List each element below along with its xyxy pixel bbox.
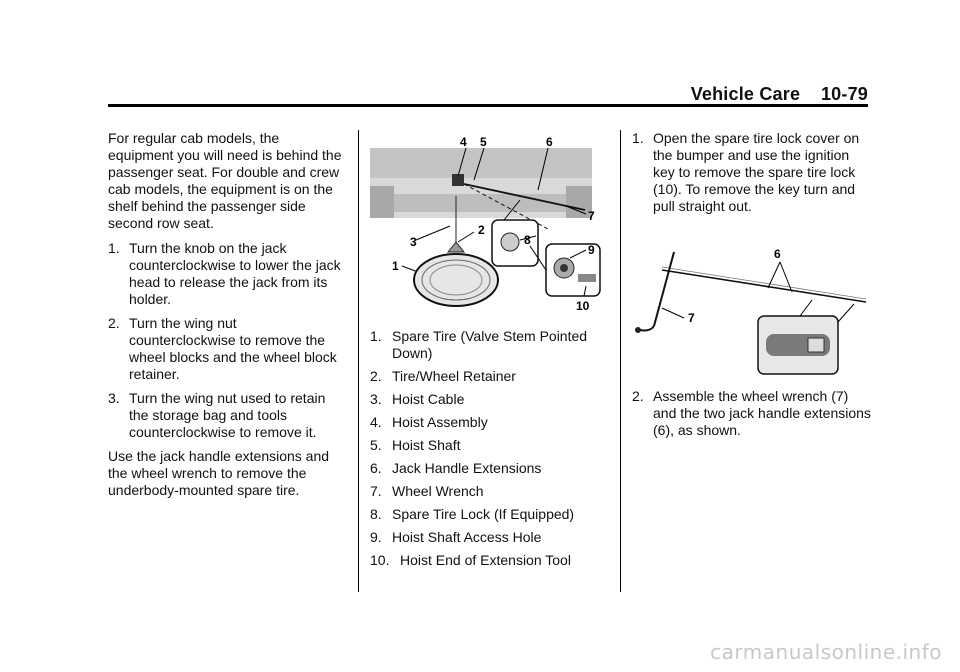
legend-text: Hoist End of Extension Tool: [400, 552, 571, 568]
column-right-lower: [632, 388, 872, 446]
legend-text: Hoist Cable: [392, 391, 465, 407]
legend-item: [370, 328, 610, 362]
step-number: 3.: [108, 390, 120, 406]
legend-number: 3.: [370, 391, 382, 407]
intro-paragraph: For regular cab models, the equipment you will need is behind the passenger seat. For double and crew cab models, the equipment is on the shelf behind the passenger side second row seat.: [108, 130, 342, 231]
column-divider: [358, 130, 359, 592]
legend-number: 6.: [370, 460, 382, 476]
legend-text: Tire/Wheel Retainer: [392, 368, 516, 384]
header-rule: [108, 104, 868, 107]
legend-text: Spare Tire Lock (If Equipped): [392, 506, 575, 522]
step-2: [108, 315, 344, 383]
step-number: 1.: [108, 240, 120, 256]
callout-2: 2: [478, 223, 485, 237]
callout-10: 10: [576, 299, 590, 313]
legend-text: Wheel Wrench: [392, 483, 484, 499]
step-2-right: [632, 388, 872, 439]
legend-number: 4.: [370, 414, 382, 430]
legend-number: 10.: [370, 552, 390, 568]
legend-number: 5.: [370, 437, 382, 453]
column-middle-legend: [370, 328, 610, 575]
legend-number: 7.: [370, 483, 382, 499]
callout-7: 7: [688, 311, 695, 325]
legend-item: [370, 437, 610, 454]
step-text: Turn the wing nut counterclockwise to remove the wheel blocks and the wheel block retainer.: [129, 315, 337, 382]
legend-text: Hoist Shaft Access Hole: [392, 529, 542, 545]
figure-legend: [370, 328, 610, 569]
step-number: 2.: [632, 388, 644, 404]
column-right: [632, 130, 872, 222]
legend-item: [370, 529, 610, 546]
legend-item: [370, 368, 610, 385]
legend-text: Hoist Shaft: [392, 437, 461, 453]
legend-item: [370, 391, 610, 408]
legend-text: Jack Handle Extensions: [392, 460, 542, 476]
closing-paragraph: Use the jack handle extensions and the wheel wrench to remove the underbody-mounted spare tire.: [108, 448, 330, 498]
callout-6: 6: [774, 247, 781, 261]
step-1: [108, 240, 344, 308]
step-text: Assemble the wheel wrench (7) and the two jack handle extensions (6), as shown.: [653, 388, 871, 438]
callout-7: 7: [588, 209, 595, 223]
legend-item: [370, 483, 610, 500]
legend-item: [370, 552, 610, 569]
step-text: Turn the knob on the jack counterclockwise to lower the jack head to release the jack from its holder.: [129, 240, 341, 307]
column-divider: [620, 130, 621, 592]
callout-1: 1: [392, 259, 399, 273]
wrench-assembly-diagram: [632, 242, 868, 378]
callout-4: 4: [460, 135, 467, 149]
step-number: 1.: [632, 130, 644, 146]
legend-number: 8.: [370, 506, 382, 522]
step-text: Turn the wing nut used to retain the storage bag and tools counterclockwise to remove it.: [129, 390, 326, 440]
callout-5: 5: [480, 135, 487, 149]
legend-number: 2.: [370, 368, 382, 384]
step-number: 2.: [108, 315, 120, 331]
callout-6: 6: [546, 135, 553, 149]
callout-9: 9: [588, 243, 595, 257]
step-text: Open the spare tire lock cover on the bumper and use the ignition key to remove the spare tire lock (10). To remove the key turn and pull straight out.: [653, 130, 860, 214]
legend-text: Spare Tire (Valve Stem Pointed Down): [392, 328, 588, 361]
callout-8: 8: [524, 233, 531, 247]
callout-3: 3: [410, 235, 417, 249]
spare-tire-diagram: [370, 134, 602, 320]
legend-number: 9.: [370, 529, 382, 545]
legend-item: [370, 460, 610, 477]
legend-number: 1.: [370, 328, 382, 344]
step-3: [108, 390, 344, 441]
page-title: Vehicle Care 10-79: [690, 84, 868, 104]
page-header: [108, 84, 868, 108]
legend-item: [370, 414, 610, 431]
legend-text: Hoist Assembly: [392, 414, 488, 430]
column-left: [108, 130, 344, 507]
step-1-right: [632, 130, 872, 215]
legend-item: [370, 506, 610, 523]
watermark: carmanualsonline.info: [710, 640, 942, 664]
